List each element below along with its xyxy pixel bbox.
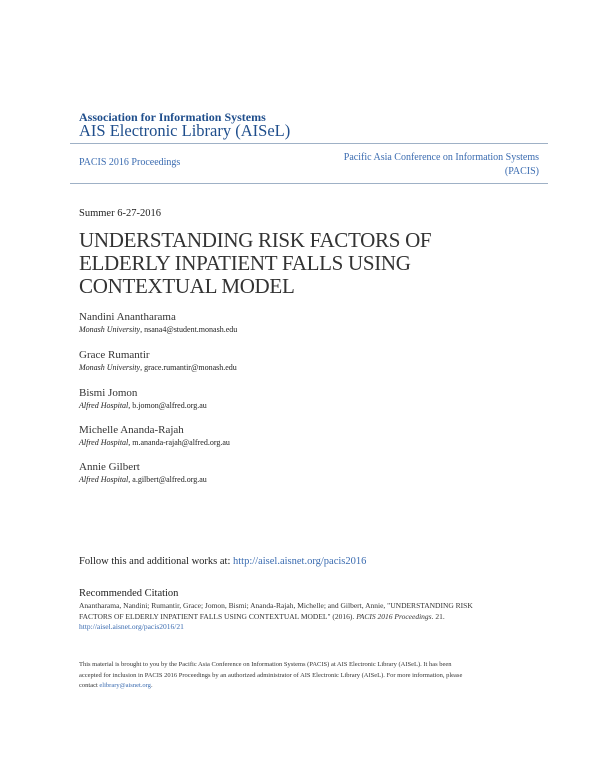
author-name: Nandini Anantharama (79, 311, 176, 323)
title-line-3: CONTEXTUAL MODEL (79, 274, 295, 298)
header-divider-bottom (70, 183, 548, 184)
author-name: Bismi Jomon (79, 387, 138, 399)
follow-works (79, 556, 366, 567)
author-email[interactable]: a.gilbert@alfred.org.au (132, 475, 207, 484)
conference-line-2: (PACIS) (504, 165, 539, 177)
citation-line-1: Anantharama, Nandini; Rumantir, Grace; Jomon, Bismi; Ananda-Rajah, Michelle; and Gilbert, Annie, "UNDERSTANDING RISK (79, 601, 473, 610)
citation-link[interactable]: http://aisel.aisnet.org/pacis2016/21 (79, 622, 184, 631)
citation-heading: Recommended Citation (79, 588, 179, 599)
association-name[interactable]: Association for Information Systems (79, 110, 266, 124)
author-email[interactable]: nsana4@student.monash.edu (144, 325, 238, 334)
author-affiliation: Alfred Hospital, m.ananda-rajah@alfred.org.au (79, 438, 230, 447)
title-line-2: ELDERLY INPATIENT FALLS USING (79, 251, 411, 275)
author-entry (79, 311, 499, 336)
author-affiliation: Monash University, grace.rumantir@monash.edu (79, 363, 237, 372)
contact-email-link[interactable]: elibrary@aisnet.org (99, 682, 151, 689)
citation-body (79, 601, 519, 633)
author-email[interactable]: b.jomon@alfred.org.au (132, 401, 207, 410)
author-institution: Monash University (79, 363, 141, 372)
conference-link[interactable] (299, 151, 539, 178)
author-name: Grace Rumantir (79, 349, 150, 361)
citation-line-2: FACTORS OF ELDERLY INPATIENT FALLS USING CONTEXTUAL MODEL" (2016). PACIS 2016 Proceedings. 21. (79, 611, 445, 621)
follow-text: Follow this and additional works at: (79, 556, 231, 567)
author-affiliation: Monash University, nsana4@student.monash.edu (79, 325, 238, 334)
paper-title (79, 229, 519, 298)
collection-link[interactable]: http://aisel.aisnet.org/pacis2016 (233, 556, 367, 567)
author-name: Annie Gilbert (79, 461, 140, 473)
proceedings-link[interactable]: PACIS 2016 Proceedings (79, 157, 181, 168)
author-affiliation: Alfred Hospital, b.jomon@alfred.org.au (79, 401, 207, 410)
author-name: Michelle Ananda-Rajah (79, 424, 184, 436)
author-entry (79, 349, 499, 374)
author-affiliation: Alfred Hospital, a.gilbert@alfred.org.au (79, 475, 207, 484)
title-line-1: UNDERSTANDING RISK FACTORS OF (79, 228, 432, 252)
author-email[interactable]: m.ananda-rajah@alfred.org.au (132, 438, 230, 447)
author-email[interactable]: grace.rumantir@monash.edu (144, 363, 237, 372)
footer-line-2: accepted for inclusion in PACIS 2016 Proceedings by an authorized administrator of AIS Electronic Library (AISeL). For more information, please (79, 671, 463, 679)
footer-line-1: This material is brought to you by the Pacific Asia Conference on Information Systems (PACIS) at AIS Electronic Library (AISeL). It has been (79, 661, 452, 668)
author-entry (79, 424, 499, 449)
header-divider-top (70, 143, 548, 144)
author-institution: Alfred Hospital (79, 438, 129, 447)
conference-line-1: Pacific Asia Conference on Information Systems (343, 152, 539, 163)
author-institution: Alfred Hospital (79, 401, 129, 410)
footer-notice (79, 660, 519, 692)
author-institution: Alfred Hospital (79, 475, 129, 484)
author-entry (79, 387, 499, 412)
author-institution: Monash University (79, 325, 141, 334)
citation-proceedings: PACIS 2016 Proceedings (356, 611, 432, 621)
author-entry (79, 461, 499, 486)
footer-line-3: contact elibrary@aisnet.org. (79, 682, 153, 689)
library-name[interactable]: AIS Electronic Library (AISeL) (79, 121, 291, 140)
publication-date: Summer 6-27-2016 (79, 208, 161, 219)
